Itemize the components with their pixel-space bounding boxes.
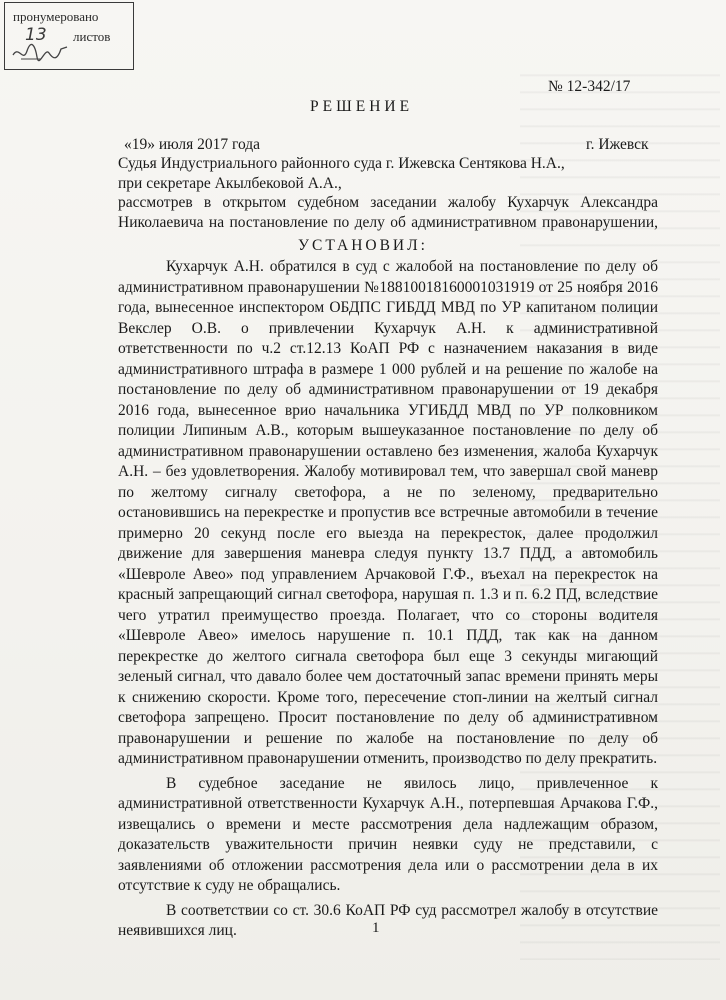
judge-line: Судья Индустриального районного суда г. Ижевска Сентякова Н.А.,: [118, 155, 565, 172]
section-title: УСТАНОВИЛ:: [298, 237, 428, 254]
header-block: [118, 154, 658, 232]
document-city: г. Ижевск: [586, 136, 649, 153]
body-text: [118, 257, 658, 942]
stamp-handwritten-number: 13: [25, 25, 47, 45]
secretary-line: при секретаре Акылбековой А.А.,: [118, 174, 342, 192]
stamp-label: пронумеровано: [13, 9, 99, 24]
page-number: 1: [372, 920, 380, 936]
paragraph: В судебное заседание не явилось лицо, привлеченное к административной ответственности Кухарчук А.Н., потерпевшая Арчакова Г.Ф., извещались о времени и месте рассмотрения дела надлежащим образом, доказательств уважительности причин неявки суду не представили, с заявлениями об отложении рассмотрения дела или о рассмотрении дела в их отсутствие к суду не обращались.: [118, 774, 658, 894]
subject-line: рассмотрев в открытом судебном заседании жалобу Кухарчук Александра Николаевича на постановление по делу об административном правонарушении,: [118, 194, 658, 231]
stamp-sheets-label: листов: [73, 29, 111, 44]
document-date: «19» июля 2017 года: [124, 136, 261, 153]
page-count-stamp: [4, 2, 134, 70]
signature-icon: [11, 41, 71, 67]
paragraph: Кухарчук А.Н. обратился в суд с жалобой на постановление по делу об административном правонарушении №18810018160001031919 от 25 ноября 2016 года, вынесенное инспектором ОБДПС ГИБДД МВД по УР капитаном полиции Векслер О.В. о привлечении Кухарчук А.Н. к административной ответственности по ч.2 ст.12.13 КоАП РФ с назначением наказания в виде административного штрафа в размере 1 000 рублей и на решение по жалобе на постановление по делу об административном правонарушении от 19 декабря 2016 года, вынесенное врио начальника УГИБДД МВД по УР полковником полиции Липиным А.В., которым вышеуказанное постановление по делу об административном правонарушении оставлено без изменения, жалоба Кухарчук А.Н. – без удовлетворения. Жалобу мотивировал тем, что завершал свой маневр по желтому сигналу светофора, а не по зеленому, предварительно остановившись на перекрестке и пропустив все встречные автомобили в течение примерно 20 секунд после его выезда на перекресток, далее продолжил движение для завершения маневра следуя пункту 13.7 ПДД, а автомобиль «Шевроле Авео» под управлением Арчаковой Г.Ф., въехал на перекресток на красный запрещающий сигнал светофора, нарушая п. 1.3 и п. 6.2 ПД, вследствие чего утратил преимущество проезда. Полагает, что со стороны водителя «Шевроле Авео» имелось нарушение п. 10.1 ПДД, так как на данном перекрестке до желтого сигнала светофора был еще 3 секунды мигающий зеленый сигнал, что давало более чем достаточный запас времени принять меры к снижению скорости. Кроме того, пересечение стоп-линии на желтый сигнал светофора запрещено. Просит постановление по делу об административном правонарушении и решение по жалобе на постановление по делу об административном правонарушении отменить, производство по делу прекратить.: [118, 258, 658, 767]
document-title: РЕШЕНИЕ: [310, 98, 414, 115]
paragraph: В соответствии со ст. 30.6 КоАП РФ суд рассмотрел жалобу в отсутствие неявившихся лиц.: [118, 901, 658, 939]
case-number: № 12-342/17: [548, 78, 631, 95]
